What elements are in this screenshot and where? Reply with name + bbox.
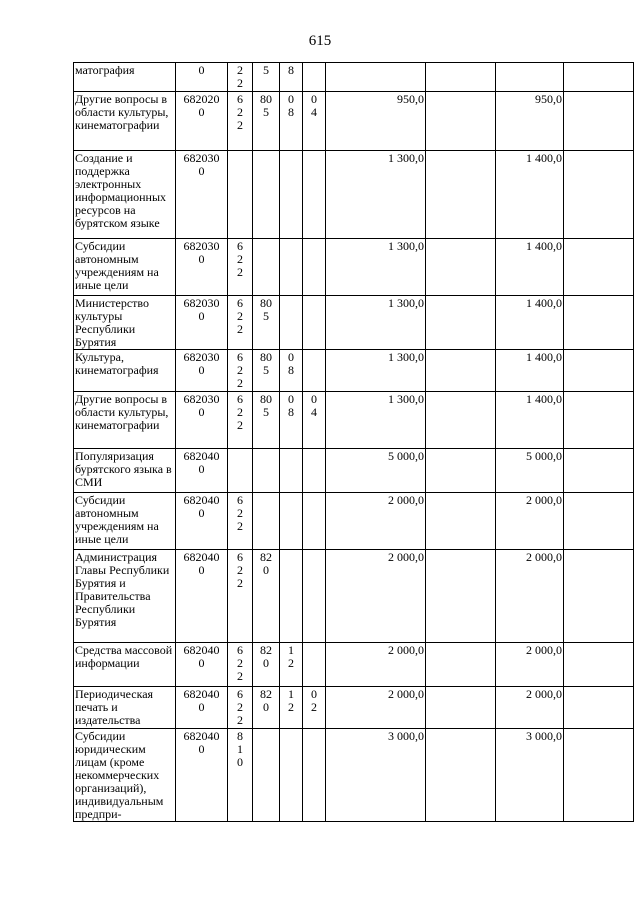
amount-year-2-cell (496, 729, 564, 822)
amount-year-2-text: 2 000,0 (526, 493, 562, 507)
subsection-cell (303, 643, 326, 687)
row-name-text: Другие вопросы в области культуры, кинематографии (75, 92, 169, 132)
target-article-cell (176, 550, 228, 643)
empty-cell (564, 449, 634, 493)
empty-cell (426, 643, 496, 687)
empty-cell (564, 392, 634, 449)
row-name-text: Создание и поддержка электронных информационных ресурсов на бурятском языке (75, 151, 167, 230)
budget-table (73, 62, 634, 822)
amount-year-1-cell (326, 92, 426, 151)
target-article-text: 682040 0 (183, 550, 220, 577)
row-name-text: Средства массовой информации (75, 643, 173, 670)
amount-year-2-text: 1 400,0 (526, 392, 562, 406)
target-article-text: 682030 0 (183, 350, 220, 377)
amount-year-2-cell (496, 92, 564, 151)
amount-year-1-text: 1 300,0 (388, 350, 424, 364)
table-row (74, 92, 634, 151)
row-name-text: Популяризация бурятского языка в СМИ (75, 449, 172, 489)
amount-year-1-text: 2 000,0 (388, 493, 424, 507)
section-cell (280, 239, 303, 296)
amount-year-1-text: 1 300,0 (388, 239, 424, 253)
ministry-code-cell (253, 643, 280, 687)
expense-type-text: 6 2 2 (237, 643, 243, 683)
empty-cell (564, 296, 634, 350)
subsection-cell (303, 550, 326, 643)
empty-cell (564, 350, 634, 392)
section-cell (280, 392, 303, 449)
empty-cell (426, 92, 496, 151)
target-article-text: 682040 0 (183, 449, 220, 476)
empty-cell (426, 392, 496, 449)
ministry-code-text: 82 0 (260, 550, 272, 577)
target-article-cell (176, 493, 228, 550)
amount-year-1-cell (326, 643, 426, 687)
amount-year-1-cell (326, 729, 426, 822)
ministry-code-cell (253, 239, 280, 296)
amount-year-1-cell (326, 493, 426, 550)
table-row (74, 151, 634, 239)
table-row (74, 643, 634, 687)
amount-year-2-text: 5 000,0 (526, 449, 562, 463)
table-body (74, 63, 634, 822)
ministry-code-cell (253, 449, 280, 493)
row-name-text: Субсидии юридическим лицам (кроме некоммерческих организаций), индивидуальным предпри- (75, 729, 164, 821)
empty-cell (426, 239, 496, 296)
subsection-cell (303, 63, 326, 92)
expense-type-cell (228, 239, 253, 296)
empty-cell (426, 493, 496, 550)
row-name-cell (74, 92, 176, 151)
table-row (74, 550, 634, 643)
ministry-code-cell (253, 92, 280, 151)
expense-type-text: 6 2 2 (237, 550, 243, 590)
expense-type-cell (228, 550, 253, 643)
amount-year-2-cell (496, 643, 564, 687)
amount-year-1-cell (326, 449, 426, 493)
amount-year-2-cell (496, 350, 564, 392)
row-name-cell (74, 687, 176, 729)
expense-type-cell (228, 493, 253, 550)
subsection-text: 0 4 (311, 392, 317, 419)
row-name-text: Периодическая печать и издательства (75, 687, 154, 727)
expense-type-cell (228, 687, 253, 729)
amount-year-2-cell (496, 449, 564, 493)
ministry-code-cell (253, 350, 280, 392)
section-text: 8 (288, 63, 294, 77)
empty-cell (426, 63, 496, 92)
subsection-cell (303, 493, 326, 550)
amount-year-1-cell (326, 296, 426, 350)
empty-cell (564, 151, 634, 239)
subsection-cell (303, 449, 326, 493)
empty-cell (426, 729, 496, 822)
target-article-cell (176, 296, 228, 350)
table-row (74, 729, 634, 822)
amount-year-2-cell (496, 151, 564, 239)
row-name-text: матография (75, 63, 135, 77)
amount-year-2-cell (496, 296, 564, 350)
target-article-text: 682030 0 (183, 296, 220, 323)
row-name-text: Субсидии автономным учреждениям на иные цели (75, 493, 159, 546)
section-cell (280, 449, 303, 493)
expense-type-text: 8 1 0 (237, 729, 243, 769)
ministry-code-text: 80 5 (260, 92, 272, 119)
section-cell (280, 151, 303, 239)
target-article-cell (176, 392, 228, 449)
row-name-cell (74, 63, 176, 92)
subsection-cell (303, 687, 326, 729)
amount-year-2-text: 1 400,0 (526, 239, 562, 253)
amount-year-2-text: 3 000,0 (526, 729, 562, 743)
row-name-text: Министерство культуры Республики Бурятия (75, 296, 149, 349)
empty-cell (564, 92, 634, 151)
amount-year-1-cell (326, 63, 426, 92)
empty-cell (426, 151, 496, 239)
ministry-code-text: 82 0 (260, 643, 272, 670)
amount-year-1-cell (326, 392, 426, 449)
subsection-cell (303, 392, 326, 449)
target-article-text: 682030 0 (183, 392, 220, 419)
section-text: 1 2 (288, 687, 294, 714)
section-cell (280, 63, 303, 92)
target-article-cell (176, 239, 228, 296)
target-article-text: 0 (198, 63, 205, 77)
ministry-code-cell (253, 550, 280, 643)
subsection-cell (303, 151, 326, 239)
row-name-cell (74, 449, 176, 493)
expense-type-cell (228, 296, 253, 350)
amount-year-2-cell (496, 493, 564, 550)
ministry-code-text: 5 (263, 63, 269, 77)
target-article-text: 682040 0 (183, 729, 220, 756)
empty-cell (426, 296, 496, 350)
table-row (74, 493, 634, 550)
amount-year-1-cell (326, 550, 426, 643)
target-article-cell (176, 63, 228, 92)
target-article-cell (176, 643, 228, 687)
row-name-cell (74, 550, 176, 643)
amount-year-2-cell (496, 392, 564, 449)
expense-type-cell (228, 392, 253, 449)
amount-year-2-text: 2 000,0 (526, 687, 562, 701)
section-cell (280, 493, 303, 550)
empty-cell (426, 350, 496, 392)
empty-cell (426, 550, 496, 643)
amount-year-2-text: 1 400,0 (526, 151, 562, 165)
amount-year-2-cell (496, 239, 564, 296)
section-text: 1 2 (288, 643, 294, 670)
empty-cell (564, 729, 634, 822)
page-number: 615 (308, 33, 332, 49)
ministry-code-cell (253, 392, 280, 449)
amount-year-2-text: 2 000,0 (526, 643, 562, 657)
subsection-cell (303, 729, 326, 822)
expense-type-cell (228, 92, 253, 151)
subsection-cell (303, 296, 326, 350)
ministry-code-text: 82 0 (260, 687, 272, 714)
ministry-code-text: 80 5 (260, 350, 272, 377)
amount-year-2-text: 1 400,0 (526, 350, 562, 364)
target-article-text: 682030 0 (183, 151, 220, 178)
expense-type-text: 6 2 2 (237, 350, 243, 390)
target-article-text: 682040 0 (183, 687, 220, 714)
amount-year-2-text: 1 400,0 (526, 296, 562, 310)
subsection-cell (303, 92, 326, 151)
section-text: 0 8 (288, 92, 294, 119)
row-name-cell (74, 296, 176, 350)
target-article-text: 682020 0 (183, 92, 220, 119)
section-cell (280, 729, 303, 822)
target-article-text: 682040 0 (183, 643, 220, 670)
ministry-code-text: 80 5 (260, 296, 272, 323)
target-article-text: 682030 0 (183, 239, 220, 266)
target-article-cell (176, 449, 228, 493)
row-name-cell (74, 729, 176, 822)
table-row (74, 392, 634, 449)
ministry-code-cell (253, 729, 280, 822)
ministry-code-text: 80 5 (260, 392, 272, 419)
expense-type-cell (228, 350, 253, 392)
section-text: 0 8 (288, 350, 294, 377)
amount-year-1-text: 2 000,0 (388, 550, 424, 564)
empty-cell (426, 687, 496, 729)
row-name-cell (74, 151, 176, 239)
amount-year-1-text: 2 000,0 (388, 643, 424, 657)
row-name-cell (74, 392, 176, 449)
amount-year-2-text: 950,0 (535, 92, 562, 106)
table-row (74, 449, 634, 493)
amount-year-1-cell (326, 239, 426, 296)
section-cell (280, 643, 303, 687)
expense-type-text: 6 2 2 (237, 296, 243, 336)
amount-year-2-cell (496, 550, 564, 643)
subsection-text: 0 4 (311, 92, 317, 119)
table-row (74, 63, 634, 92)
empty-cell (564, 63, 634, 92)
expense-type-cell (228, 643, 253, 687)
target-article-cell (176, 729, 228, 822)
expense-type-text: 6 2 2 (237, 92, 243, 132)
empty-cell (564, 493, 634, 550)
table-row (74, 239, 634, 296)
amount-year-1-text: 950,0 (397, 92, 424, 106)
target-article-text: 682040 0 (183, 493, 220, 520)
amount-year-1-cell (326, 151, 426, 239)
expense-type-cell (228, 151, 253, 239)
empty-cell (564, 550, 634, 643)
empty-cell (426, 449, 496, 493)
ministry-code-cell (253, 151, 280, 239)
row-name-cell (74, 493, 176, 550)
amount-year-1-cell (326, 350, 426, 392)
empty-cell (564, 687, 634, 729)
section-cell (280, 350, 303, 392)
row-name-cell (74, 239, 176, 296)
expense-type-cell (228, 449, 253, 493)
expense-type-text: 6 2 2 (237, 392, 243, 432)
subsection-cell (303, 239, 326, 296)
row-name-text: Другие вопросы в области культуры, кинематографии (75, 392, 169, 432)
expense-type-text: 6 2 2 (237, 493, 243, 533)
expense-type-cell (228, 63, 253, 92)
table-row (74, 350, 634, 392)
amount-year-1-text: 2 000,0 (388, 687, 424, 701)
amount-year-2-cell (496, 63, 564, 92)
row-name-cell (74, 350, 176, 392)
expense-type-text: 6 2 2 (237, 239, 243, 279)
section-cell (280, 296, 303, 350)
target-article-cell (176, 92, 228, 151)
section-text: 0 8 (288, 392, 294, 419)
ministry-code-cell (253, 687, 280, 729)
amount-year-1-text: 3 000,0 (388, 729, 424, 743)
amount-year-2-text: 2 000,0 (526, 550, 562, 564)
expense-type-cell (228, 729, 253, 822)
ministry-code-cell (253, 493, 280, 550)
amount-year-1-cell (326, 687, 426, 729)
target-article-cell (176, 350, 228, 392)
amount-year-1-text: 1 300,0 (388, 151, 424, 165)
empty-cell (564, 239, 634, 296)
target-article-cell (176, 687, 228, 729)
empty-cell (564, 643, 634, 687)
row-name-text: Администрация Главы Республики Бурятия и Правительства Республики Бурятия (75, 550, 170, 629)
amount-year-2-cell (496, 687, 564, 729)
subsection-cell (303, 350, 326, 392)
subsection-text: 0 2 (311, 687, 317, 714)
row-name-cell (74, 643, 176, 687)
table-row (74, 296, 634, 350)
section-cell (280, 92, 303, 151)
section-cell (280, 550, 303, 643)
ministry-code-cell (253, 296, 280, 350)
row-name-text: Субсидии автономным учреждениям на иные цели (75, 239, 159, 292)
expense-type-text: 6 2 2 (237, 687, 243, 727)
expense-type-text: 2 2 (237, 63, 243, 90)
amount-year-1-text: 1 300,0 (388, 392, 424, 406)
table-row (74, 687, 634, 729)
amount-year-1-text: 1 300,0 (388, 296, 424, 310)
amount-year-1-text: 5 000,0 (388, 449, 424, 463)
ministry-code-cell (253, 63, 280, 92)
section-cell (280, 687, 303, 729)
target-article-cell (176, 151, 228, 239)
row-name-text: Культура, кинематография (75, 350, 159, 377)
